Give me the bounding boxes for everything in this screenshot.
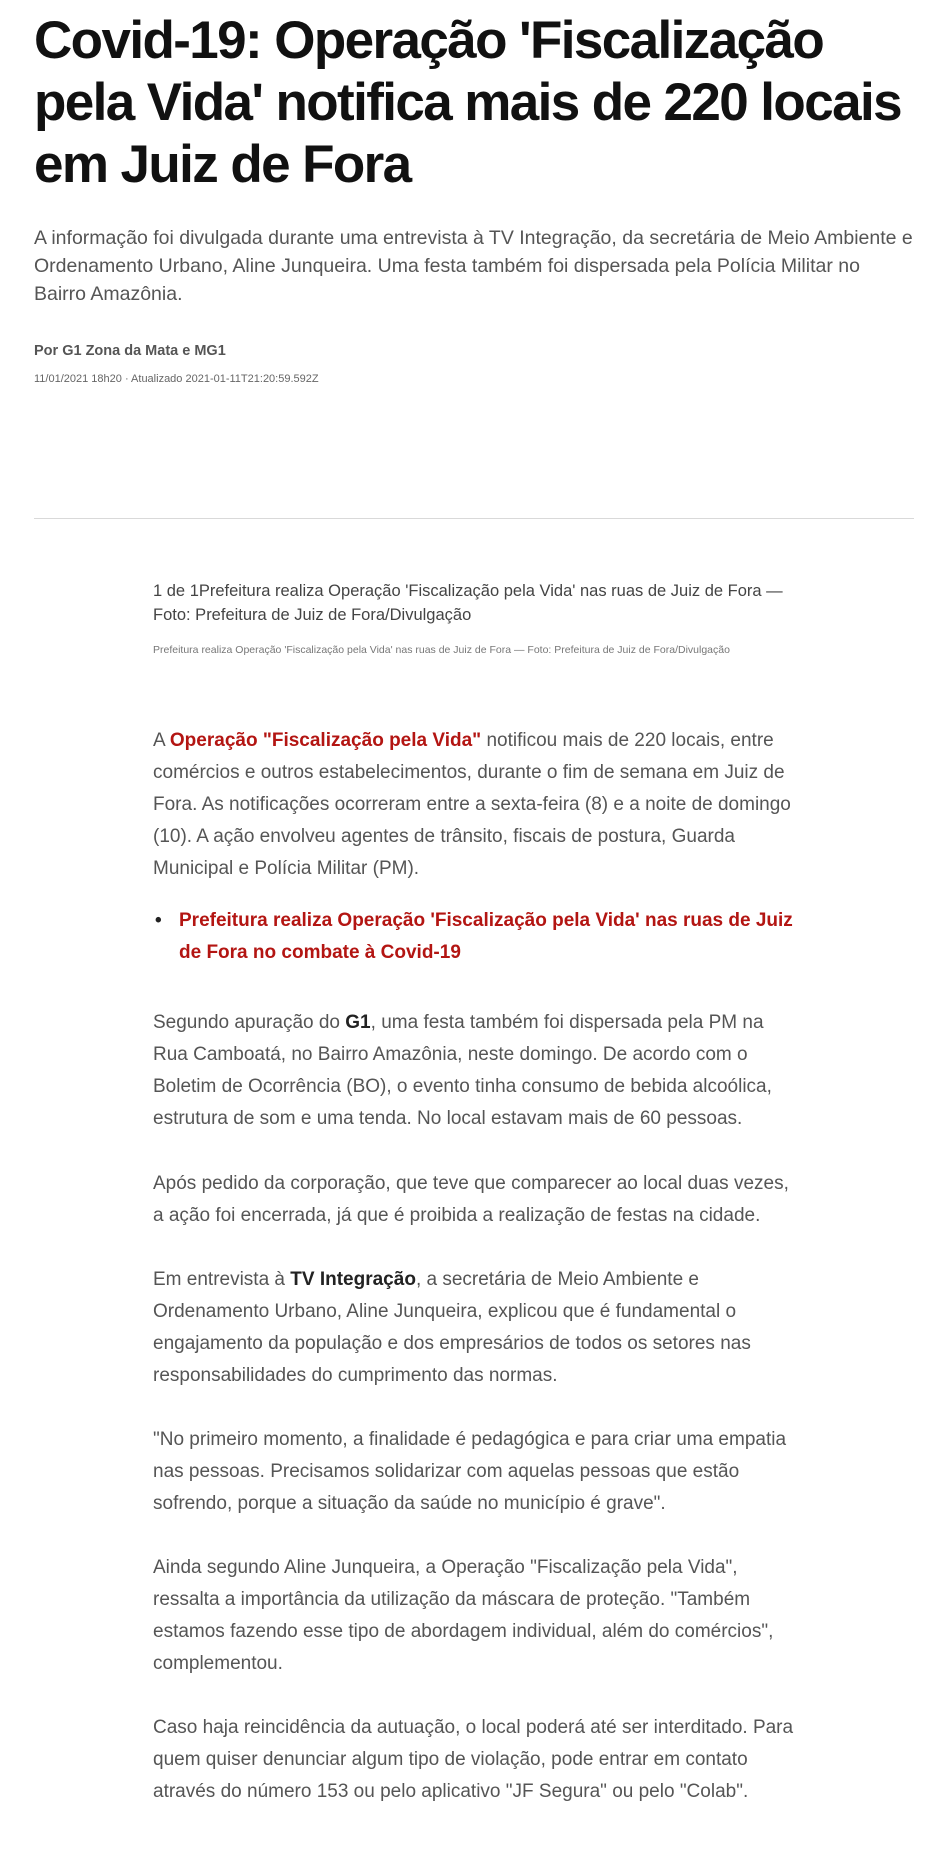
paragraph-2	[153, 1007, 798, 1135]
related-link-item[interactable]	[153, 905, 798, 969]
paragraph-5-quote: "No primeiro momento, a finalidade é pedagógica e para criar uma empatia nas pessoas. Precisamos solidarizar com aquelas pessoas que estão sofrendo, porque a situação da saúde no município é grave".	[153, 1429, 787, 1514]
photo-gallery-caption: 1 de 1Prefeitura realiza Operação 'Fiscalização pela Vida' nas ruas de Juiz de Fora — Foto: Prefeitura de Juiz de Fora/Divulgação	[153, 582, 783, 624]
header-divider	[34, 518, 914, 519]
paragraph-4-prefix: Em entrevista à	[153, 1269, 291, 1290]
paragraph-2-text: , uma festa também foi dispersada pela PM na Rua Camboatá, no Bairro Amazônia, neste domingo. De acordo com o Boletim de Ocorrência (BO), o evento tinha consumo de bebida alcoólica, estrutura de som e uma tenda. No local estavam mais de 60 pessoas.	[153, 1012, 772, 1129]
tv-integracao-text: TV Integração	[290, 1269, 416, 1290]
paragraph-1-text: notificou mais de 220 locais, entre comércios e outros estabelecimentos, durante o fim de semana em Juiz de Fora. As notificações ocorreram entre a sexta-feira (8) e a noite de domingo (10). A ação envolveu agentes de trânsito, fiscais de postura, Guarda Municipal e Polícia Militar (PM).	[153, 730, 791, 879]
g1-brand-text: G1	[345, 1012, 371, 1033]
paragraph-6: Ainda segundo Aline Junqueira, a Operação "Fiscalização pela Vida", ressalta a importância da utilização da máscara de proteção. "Também estamos fazendo esse tipo de abordagem individual, além do comércios", complementou.	[153, 1557, 774, 1674]
paragraph-7: Caso haja reincidência da autuação, o local poderá até ser interditado. Para quem quiser denunciar algum tipo de violação, pode entrar em contato através do número 153 ou pelo aplicativo "JF Segura" ou pelo "Colab".	[153, 1717, 794, 1802]
paragraph-1	[153, 725, 798, 885]
article-byline: Por G1 Zona da Mata e MG1	[34, 343, 226, 359]
article-title: Covid-19: Operação 'Fiscalização pela Vida' notifica mais de 220 locais em Juiz de Fora	[34, 11, 901, 194]
paragraph-1-prefix: A	[153, 730, 170, 751]
article-subtitle: A informação foi divulgada durante uma entrevista à TV Integração, da secretária de Meio Ambiente e Ordenamento Urbano, Aline Junqueira. Uma festa também foi dispersada pela Polícia Militar no Bairro Amazônia.	[34, 227, 913, 305]
paragraph-4	[153, 1264, 798, 1392]
photo-caption: Prefeitura realiza Operação 'Fiscalização pela Vida' nas ruas de Juiz de Fora — Foto: Prefeitura de Juiz de Fora/Divulgação	[153, 644, 730, 656]
bullet-icon: •	[155, 910, 162, 931]
paragraph-3: Após pedido da corporação, que teve que comparecer ao local duas vezes, a ação foi encerrada, já que é proibida a realização de festas na cidade.	[153, 1173, 789, 1226]
paragraph-4-text: , a secretária de Meio Ambiente e Ordenamento Urbano, Aline Junqueira, explicou que é fundamental o engajamento da população e dos empresários de todos os setores nas responsabilidades do cumprimento das normas.	[153, 1269, 751, 1386]
paragraph-2-prefix: Segundo apuração do	[153, 1012, 346, 1033]
related-link-text[interactable]: Prefeitura realiza Operação 'Fiscalização pela Vida' nas ruas de Juiz de Fora no combate à Covid-19	[179, 910, 793, 963]
article-timestamp: 11/01/2021 18h20 · Atualizado 2021-01-11T21:20:59.592Z	[34, 373, 319, 385]
related-links-list	[153, 905, 798, 969]
operation-link[interactable]: Operação "Fiscalização pela Vida"	[169, 730, 482, 751]
